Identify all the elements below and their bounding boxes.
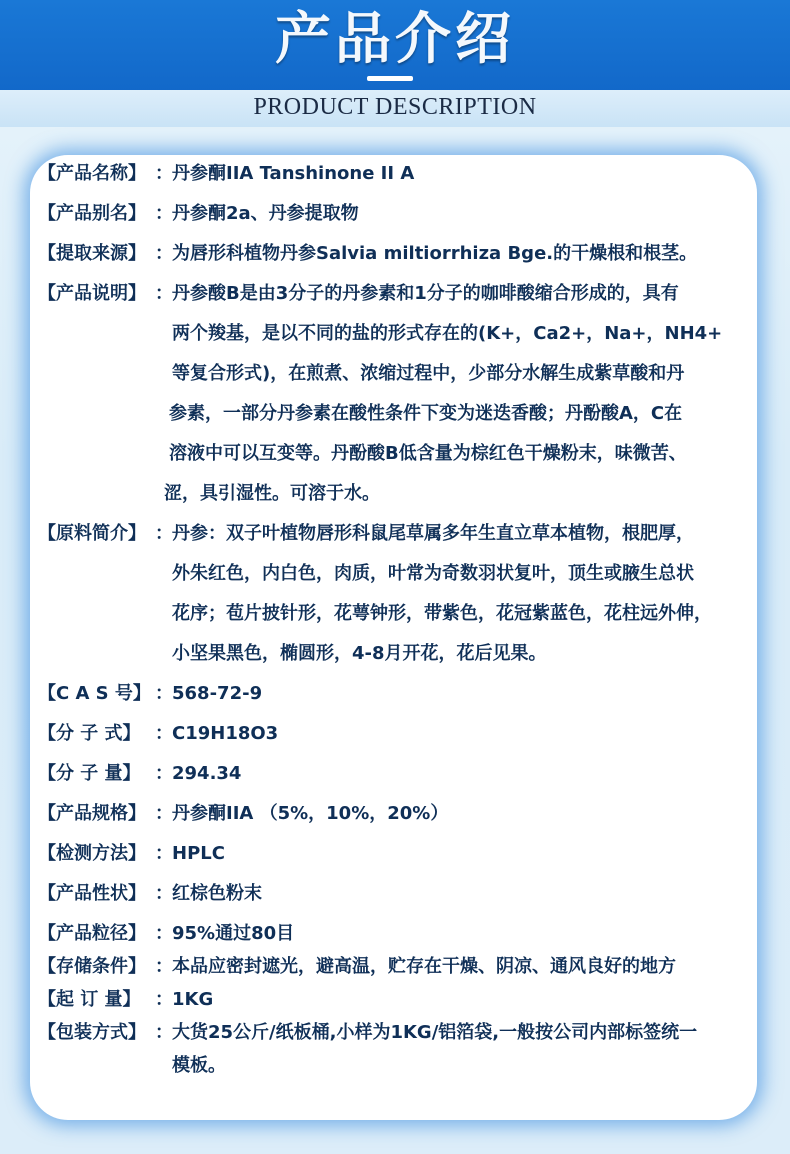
field-cas [38,674,262,714]
field-colon: ： [155,683,173,704]
text-line: 小坚果黑色，椭圆形，4-8月开花，花后见果。 [172,643,547,664]
field-label: 【原料简介】 [38,523,146,544]
field-colon: ： [155,883,173,904]
text-line: 丹参酸B是由3分子的丹参素和1分子的咖啡酸缩合形成的，具有 [172,283,679,304]
field-packaging [38,1016,772,1082]
field-colon: ： [155,163,173,184]
field-value: 丹参酮2a、丹参提取物 [172,203,359,224]
field-label: 【产品规格】 [38,803,146,824]
text-line: 外朱红色，内白色，肉质，叶常为奇数羽状复叶，顶生或腋生总状 [172,563,694,584]
field-molecular-weight [38,754,241,794]
field-colon: ： [155,243,173,264]
field-label: 【产品别名】 [38,203,146,224]
field-label: 【产品粒径】 [38,923,146,944]
field-value: 294.34 [172,763,242,784]
field-colon: ： [155,283,173,304]
field-value: 1KG [172,989,214,1010]
text-line: 模板。 [172,1055,226,1076]
field-test-method [38,834,225,874]
field-specification [38,794,448,834]
field-label: 【检测方法】 [38,843,146,864]
field-colon: ： [155,1022,173,1043]
field-particle-size [38,914,294,954]
field-label: 【包装方式】 [38,1022,146,1043]
page-title: 产品介绍 [275,6,515,72]
field-alias [38,194,359,234]
text-line: 等复合形式)，在煎煮、浓缩过程中，少部分水解生成紫草酸和丹 [172,363,685,384]
field-value: 568-72-9 [172,683,263,704]
field-storage [38,950,676,983]
field-label: 【分 子 式】 [38,723,141,744]
field-colon: ： [155,989,173,1010]
field-value: 本品应密封遮光，避高温，贮存在干燥、阴凉、通风良好的地方 [172,956,676,977]
text-line: 两个羧基，是以不同的盐的形式存在的(K+，Ca2+，Na+，NH4+ [172,323,723,344]
text-line: 溶液中可以互变等。丹酚酸B低含量为棕红色干燥粉末，味微苦、 [169,443,687,464]
field-description [38,274,772,514]
field-label: 【C A S 号】 [38,683,151,704]
header-banner [0,0,790,127]
page-subtitle: PRODUCT DESCRIPTION [253,94,537,120]
field-value: 为唇形科植物丹参Salvia miltiorrhiza Bge.的干燥根和根茎。 [172,243,698,264]
field-source [38,234,697,274]
text-line: 涩，具引湿性。可溶于水。 [164,483,380,504]
text-line: 大货25公斤/纸板桶,小样为1KG/铝箔袋,一般按公司内部标签统一 [172,1022,698,1043]
field-label: 【起 订 量】 [38,989,141,1010]
field-label: 【产品名称】 [38,163,146,184]
field-raw-material [38,514,772,674]
field-colon: ： [155,843,173,864]
field-colon: ： [155,763,173,784]
field-value: 95%通过80目 [172,923,295,944]
field-value [172,514,772,674]
field-colon: ： [155,523,173,544]
field-colon: ： [155,956,173,977]
field-colon: ： [155,923,173,944]
field-value: 丹参酮IIA （5%，10%，20%） [172,803,449,824]
field-label: 【产品性状】 [38,883,146,904]
field-formula [38,714,278,754]
field-label: 【提取来源】 [38,243,146,264]
field-value: 红棕色粉末 [172,883,262,904]
field-label: 【存储条件】 [38,956,146,977]
field-colon: ： [155,803,173,824]
field-label: 【分 子 量】 [38,763,141,784]
field-product-name [38,154,414,194]
field-value [164,274,772,514]
field-moq [38,983,213,1016]
field-appearance [38,874,262,914]
field-colon: ： [155,203,173,224]
field-value: 丹参酮IIA Tanshinone II A [172,163,415,184]
field-label: 【产品说明】 [38,283,146,304]
text-line: 丹参：双子叶植物唇形科鼠尾草属多年生直立草本植物，根肥厚， [172,523,694,544]
field-value: HPLC [172,843,225,864]
title-underline [367,76,413,81]
field-value: C19H18O3 [172,723,279,744]
text-line: 参素，一部分丹参素在酸性条件下变为迷迭香酸；丹酚酸A，C在 [169,403,683,424]
subtitle-band [0,90,790,127]
text-line: 花序；苞片披针形，花萼钟形，带紫色，花冠紫蓝色，花柱远外伸， [172,603,712,624]
field-value [172,1016,772,1082]
field-colon: ： [155,723,173,744]
